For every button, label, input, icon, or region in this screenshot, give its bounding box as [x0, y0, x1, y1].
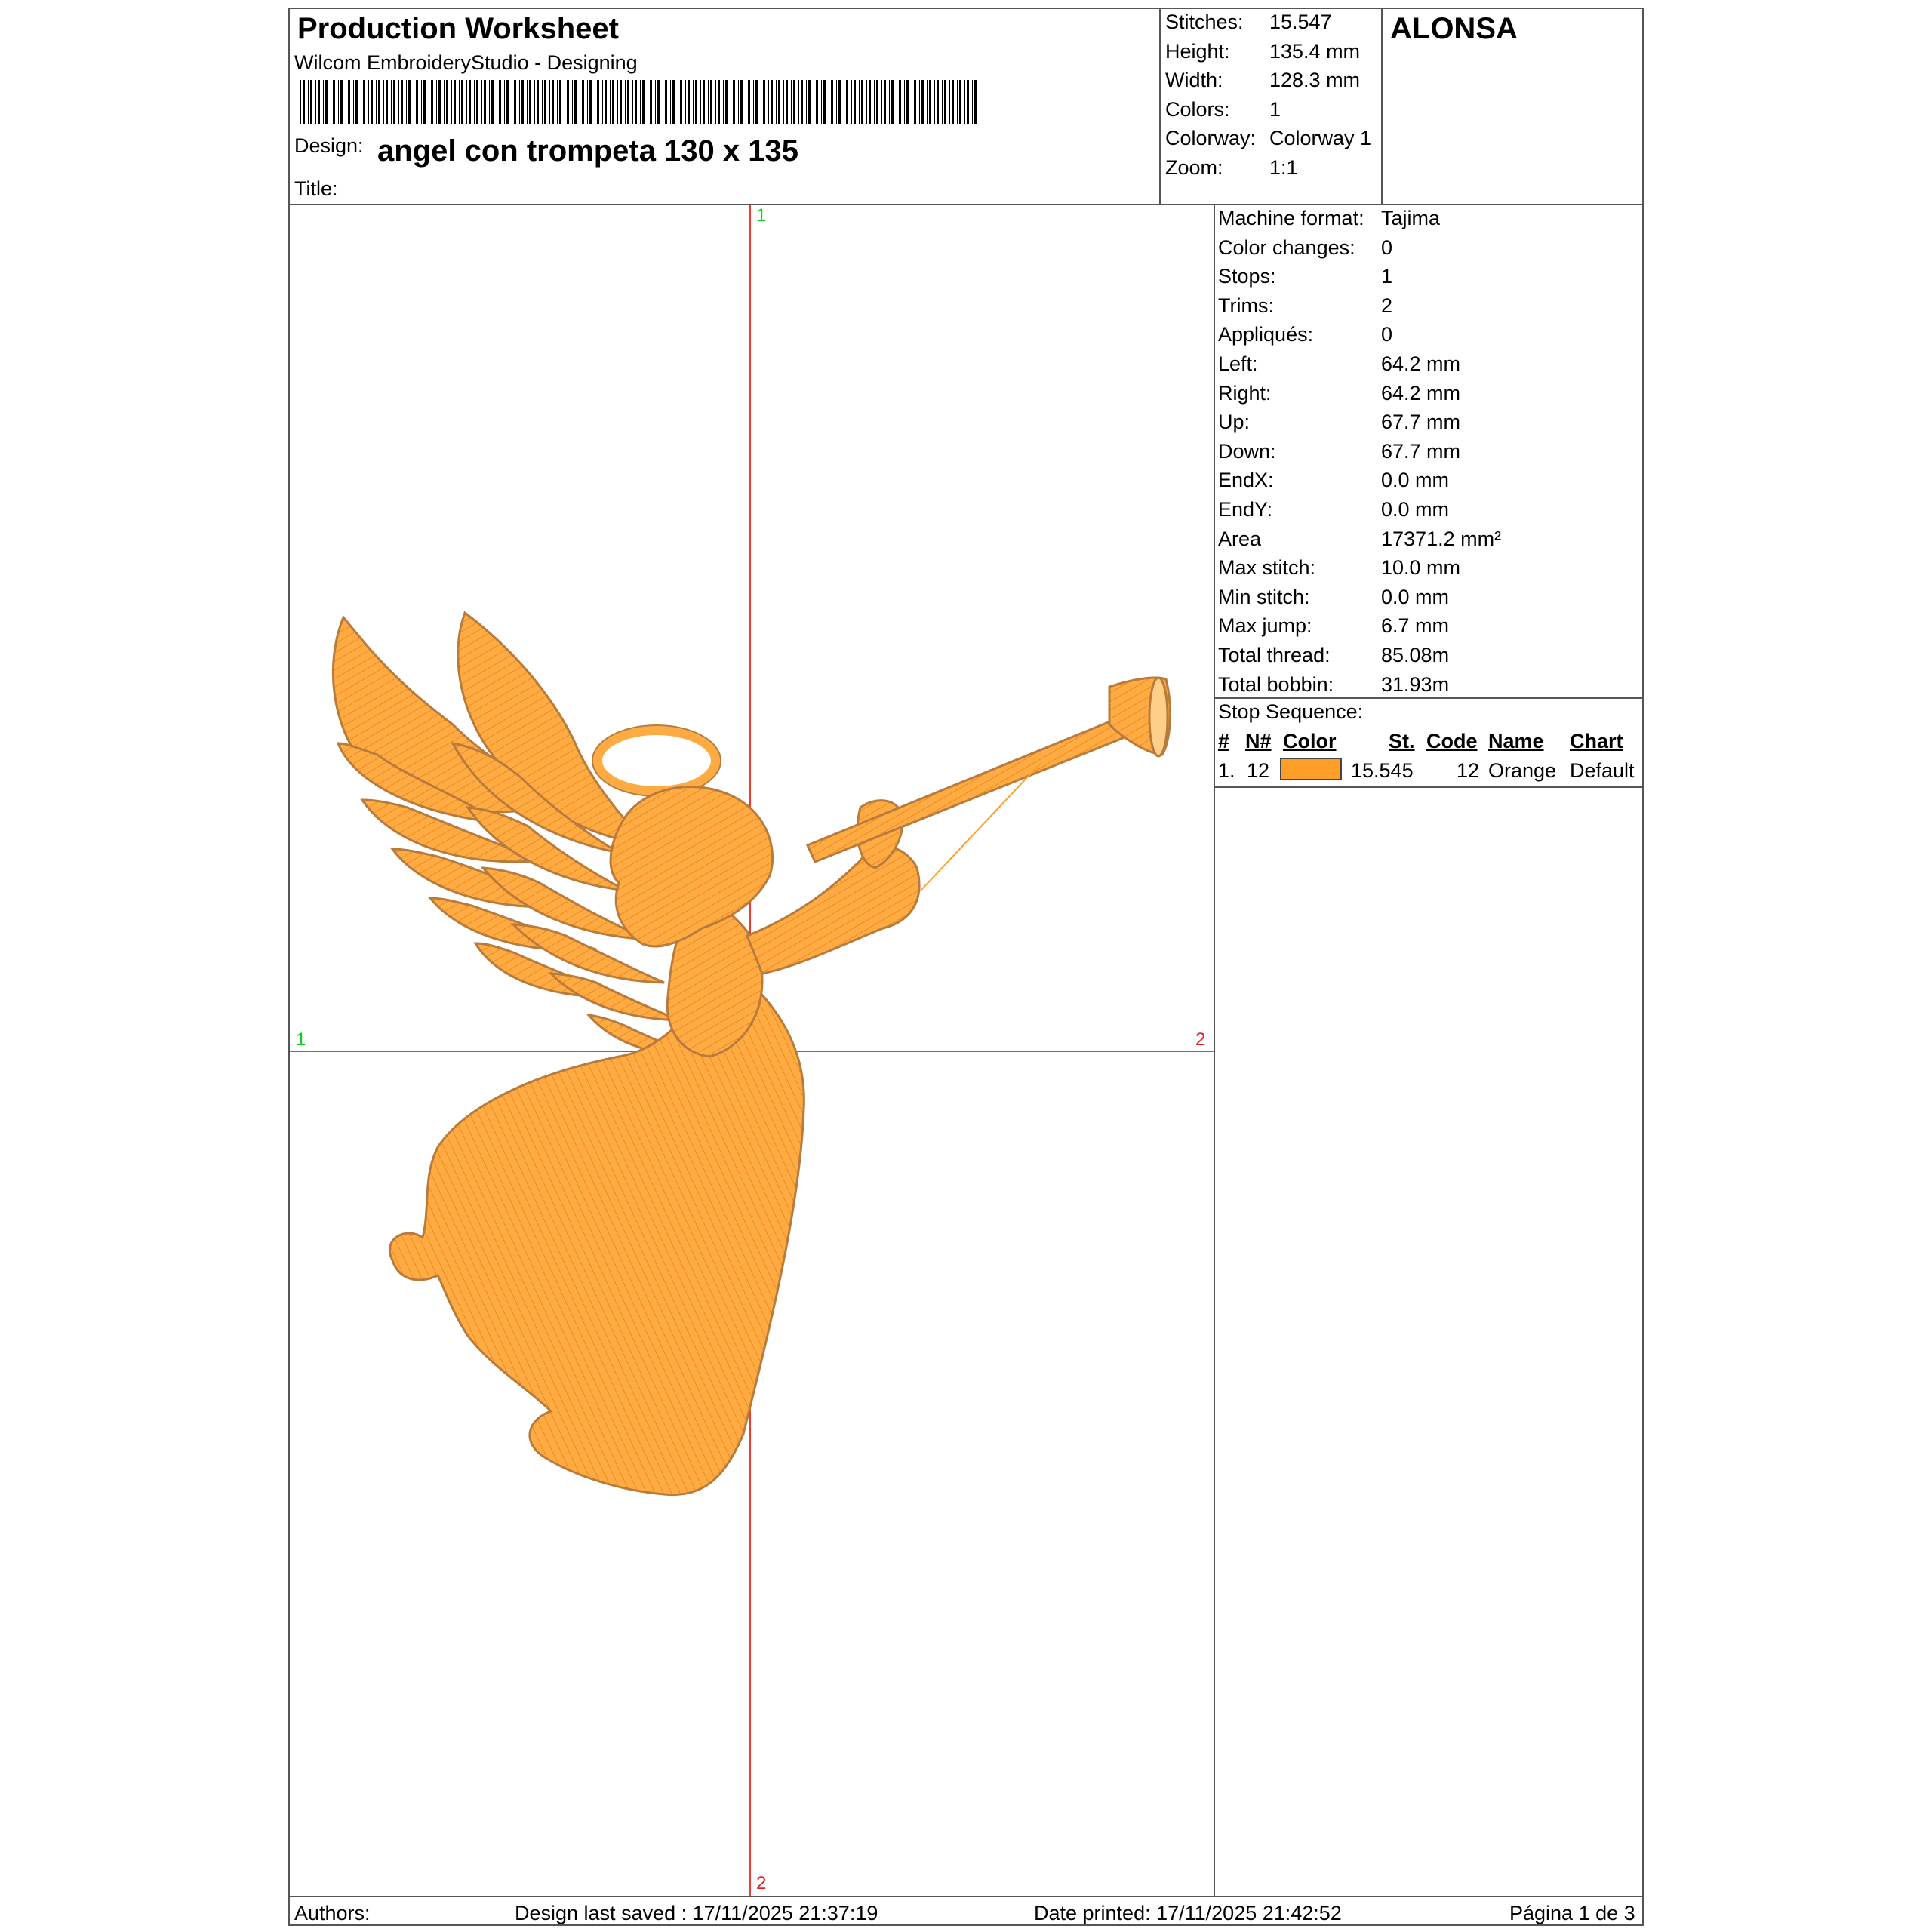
design-label: Design:	[294, 134, 364, 157]
detail-value: 0.0 mm	[1381, 498, 1450, 521]
row-chart: Default	[1570, 759, 1635, 782]
summary-value: 128.3 mm	[1269, 69, 1361, 92]
gown	[389, 958, 804, 1495]
marker-right: 2	[1195, 1029, 1206, 1050]
col-code: Code	[1426, 730, 1478, 752]
detail-label: EndX:	[1218, 469, 1274, 492]
summary-value: 15.547	[1269, 11, 1332, 33]
summary-label: Stitches:	[1165, 11, 1244, 33]
detail-label: Stops:	[1218, 265, 1276, 288]
detail-value: 64.2 mm	[1381, 352, 1461, 375]
detail-label: Area	[1218, 527, 1262, 550]
detail-value: 67.7 mm	[1381, 411, 1461, 434]
col-n: N#	[1245, 730, 1272, 752]
stop-sequence-title: Stop Sequence:	[1218, 700, 1364, 723]
summary-label: Width:	[1165, 69, 1223, 92]
detail-label: Trims:	[1218, 294, 1274, 317]
stop-sequence-bottom-divider	[1214, 786, 1644, 788]
detail-value: 64.2 mm	[1381, 381, 1461, 405]
stop-sequence-divider	[1214, 697, 1644, 699]
detail-label: Up:	[1218, 411, 1251, 434]
detail-value: 85.08m	[1381, 644, 1450, 666]
summary-label: Colors:	[1165, 97, 1230, 121]
worksheet-title: Production Worksheet	[297, 12, 619, 45]
row-code: 12	[1457, 759, 1480, 782]
detail-label: Right:	[1218, 381, 1272, 405]
trumpet-tube	[808, 709, 1147, 862]
footer-authors: Authors:	[294, 1902, 371, 1924]
detail-label: Machine format:	[1218, 207, 1364, 229]
summary-label: Colorway:	[1165, 127, 1257, 150]
detail-label: Min stitch:	[1218, 585, 1310, 608]
summary-label: Height:	[1165, 39, 1230, 63]
detail-value: 0.0 mm	[1381, 469, 1450, 492]
footer-bar	[288, 1896, 1644, 1926]
design-name: angel con trompeta 130 x 135	[377, 134, 799, 168]
detail-label: Total bobbin:	[1218, 672, 1334, 696]
marker-bottom: 2	[756, 1873, 767, 1894]
detail-label: Total thread:	[1218, 644, 1331, 666]
detail-label: Max jump:	[1218, 614, 1312, 638]
col-st: St.	[1389, 730, 1415, 752]
detail-label: Color changes:	[1218, 235, 1355, 259]
summary-value: 1	[1269, 97, 1281, 121]
software-subtitle: Wilcom EmbroideryStudio - Designing	[294, 51, 638, 74]
marker-left: 1	[296, 1029, 306, 1050]
summary-label: Zoom:	[1165, 156, 1223, 179]
detail-value: Tajima	[1381, 207, 1441, 229]
footer-date-printed: Date printed: 17/11/2025 21:42:52	[1034, 1902, 1342, 1924]
summary-value: Colorway 1	[1269, 127, 1372, 150]
row-n: 12	[1247, 759, 1270, 782]
detail-value: 0	[1381, 323, 1393, 346]
col-name: Name	[1488, 730, 1544, 752]
halo	[598, 731, 715, 791]
detail-value: 2	[1381, 294, 1393, 317]
row-name: Orange	[1488, 759, 1557, 782]
col-num: #	[1218, 730, 1230, 752]
footer-page-number: Página 1 de 3	[1509, 1902, 1635, 1924]
color-swatch	[1280, 758, 1342, 780]
row-num: 1.	[1218, 759, 1235, 782]
detail-value: 0	[1381, 235, 1393, 259]
col-color: Color	[1283, 730, 1337, 752]
detail-label: Appliqués:	[1218, 323, 1314, 346]
detail-value: 1	[1381, 265, 1393, 288]
detail-label: Left:	[1218, 352, 1258, 375]
detail-value: 17371.2 mm²	[1381, 527, 1502, 550]
trumpet-bell-rim	[1149, 678, 1168, 756]
company-name: ALONSA	[1390, 12, 1518, 45]
detail-value: 10.0 mm	[1381, 556, 1461, 580]
footer-last-saved: Design last saved : 17/11/2025 21:37:19	[515, 1902, 878, 1924]
title-label: Title:	[294, 177, 338, 200]
summary-value: 135.4 mm	[1269, 39, 1361, 63]
detail-value: 0.0 mm	[1381, 585, 1450, 608]
detail-label: Down:	[1218, 439, 1276, 463]
detail-value: 67.7 mm	[1381, 439, 1461, 463]
summary-value: 1:1	[1269, 156, 1298, 179]
row-st: 15.545	[1351, 759, 1414, 782]
detail-value: 6.7 mm	[1381, 614, 1450, 638]
detail-label: EndY:	[1218, 498, 1273, 521]
marker-top: 1	[756, 205, 767, 226]
detail-value: 31.93m	[1381, 672, 1450, 696]
detail-label: Max stitch:	[1218, 556, 1316, 580]
head-and-hair	[611, 787, 773, 946]
col-chart: Chart	[1570, 730, 1623, 752]
